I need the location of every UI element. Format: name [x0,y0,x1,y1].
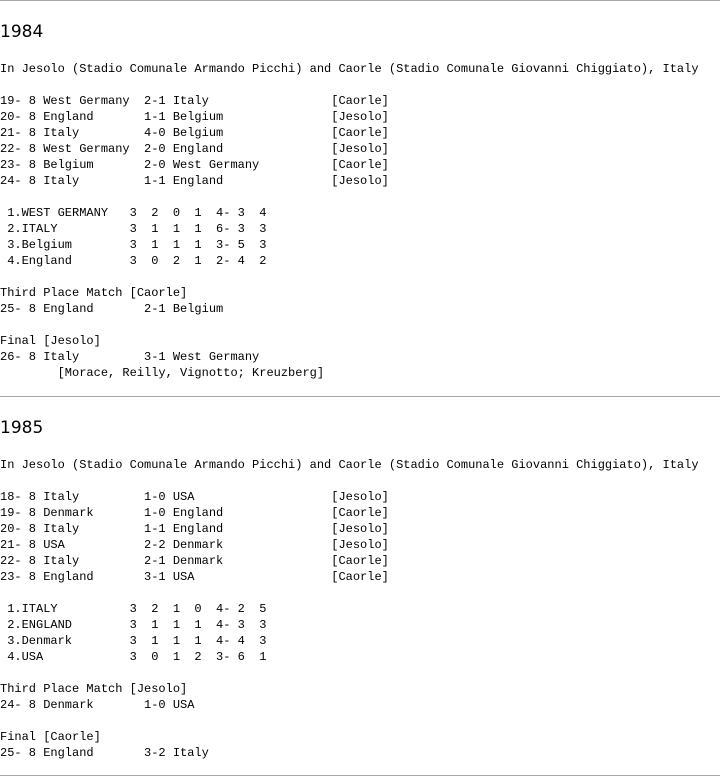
bottom-divider [0,775,720,776]
text-line: Third Place Match [Jesolo] [0,682,188,696]
text-line: 24- 8 Italy 1-1 England [Jesolo] [0,174,389,188]
text-line: In Jesolo (Stadio Comunale Armando Picchi) and Caorle (Stadio Comunale Giovanni Chiggiato), Italy [0,458,699,472]
year-heading-1985: 1985 [0,418,44,438]
text-line: 3.Belgium 3 1 1 1 3- 5 3 [0,238,267,252]
text-line: 19- 8 West Germany 2-1 Italy [Caorle] [0,94,389,108]
blank-line [0,585,699,601]
text-line: [Morace, Reilly, Vignotto; Kreuzberg] [0,366,325,380]
year-heading-1984: 1984 [0,22,44,42]
blank-line [0,269,699,285]
text-line: 18- 8 Italy 1-0 USA [Jesolo] [0,490,389,504]
text-line: 2.ITALY 3 1 1 1 6- 3 3 [0,222,267,236]
text-line: 4.USA 3 0 1 2 3- 6 1 [0,650,267,664]
tournament-text-1984 [0,61,699,381]
text-line: 21- 8 Italy 4-0 Belgium [Caorle] [0,126,389,140]
text-line: 23- 8 Belgium 2-0 West Germany [Caorle] [0,158,389,172]
blank-line [0,713,699,729]
text-line: 19- 8 Denmark 1-0 England [Caorle] [0,506,389,520]
text-line: 1.WEST GERMANY 3 2 0 1 4- 3 4 [0,206,267,220]
text-line: 4.England 3 0 2 1 2- 4 2 [0,254,267,268]
blank-line [0,189,699,205]
text-line: 26- 8 Italy 3-1 West Germany [0,350,260,364]
text-line: 20- 8 Italy 1-1 England [Jesolo] [0,522,389,536]
text-line: 22- 8 Italy 2-1 Denmark [Caorle] [0,554,389,568]
blank-line [0,77,699,93]
text-line: In Jesolo (Stadio Comunale Armando Picchi) and Caorle (Stadio Comunale Giovanni Chiggiato), Italy [0,62,699,76]
text-line: 24- 8 Denmark 1-0 USA [0,698,195,712]
text-line: 25- 8 England 3-2 Italy [0,746,209,760]
text-line: 3.Denmark 3 1 1 1 4- 4 3 [0,634,267,648]
text-line: 20- 8 England 1-1 Belgium [Jesolo] [0,110,389,124]
text-line: 21- 8 USA 2-2 Denmark [Jesolo] [0,538,389,552]
text-line: 22- 8 West Germany 2-0 England [Jesolo] [0,142,389,156]
text-line: 2.ENGLAND 3 1 1 1 4- 3 3 [0,618,267,632]
text-line: 25- 8 England 2-1 Belgium [0,302,224,316]
section-divider [0,396,720,397]
top-divider [0,0,720,1]
text-line: 23- 8 England 3-1 USA [Caorle] [0,570,389,584]
text-line: Final [Caorle] [0,730,101,744]
blank-line [0,473,699,489]
blank-line [0,317,699,333]
blank-line [0,665,699,681]
text-line: Third Place Match [Caorle] [0,286,188,300]
text-line: Final [Jesolo] [0,334,101,348]
tournament-text-1985 [0,457,699,761]
text-line: 1.ITALY 3 2 1 0 4- 2 5 [0,602,267,616]
